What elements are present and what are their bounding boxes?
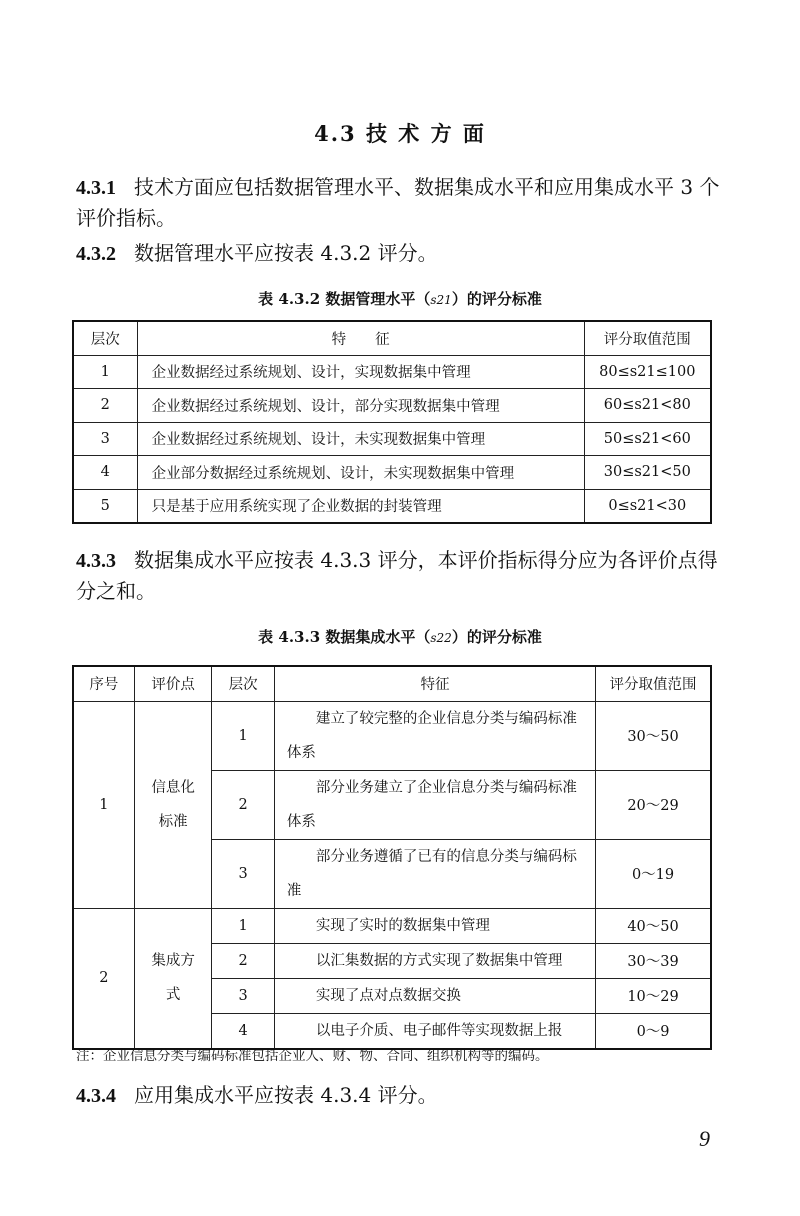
table-note: 注：企业信息分类与编码标准包括企业人、财、物、合同、组织机构等的编码。 xyxy=(76,1048,549,1064)
clause-4-3-3 xyxy=(76,545,726,606)
title-suffix: ）的评分标准 xyxy=(451,628,542,646)
clause-4-3-1 xyxy=(76,172,726,233)
table-4-3-2-title xyxy=(0,288,800,309)
title-variable: s21 xyxy=(430,293,452,307)
clause-4-3-4 xyxy=(76,1080,726,1111)
feature-cell: 企业部分数据经过系统规划、设计，未实现数据集中管理 xyxy=(137,456,584,490)
clause-number: 4.3.2 xyxy=(76,243,116,265)
feature-cell: 以电子介质、电子邮件等实现数据上报 xyxy=(274,1013,595,1049)
evaluation-point-cell: 信息化标准 xyxy=(134,701,212,908)
score-range-cell: 0～9 xyxy=(596,1013,711,1049)
feature-cell: 以汇集数据的方式实现了数据集中管理 xyxy=(274,943,595,978)
level-cell: 1 xyxy=(212,908,274,943)
header-row xyxy=(73,321,711,355)
feature-cell: 实现了实时的数据集中管理 xyxy=(274,908,595,943)
level-cell: 4 xyxy=(73,456,137,490)
title-variable: s22 xyxy=(430,631,452,645)
level-cell: 2 xyxy=(212,943,274,978)
clause-text: 数据集成水平应按表 4.3.3 评分，本评价指标得分应为各评价点得分之和。 xyxy=(76,548,718,603)
table-row xyxy=(73,908,711,943)
level-cell: 3 xyxy=(73,422,137,456)
clause-number: 4.3.4 xyxy=(76,1085,116,1107)
feature-cell: 企业数据经过系统规划、设计，部分实现数据集中管理 xyxy=(137,389,584,423)
table-row xyxy=(73,456,711,490)
evaluation-point-cell: 集成方式 xyxy=(134,908,212,1049)
feature-cell: 企业数据经过系统规划、设计，实现数据集中管理 xyxy=(137,355,584,389)
score-range-cell: 10～29 xyxy=(596,978,711,1013)
clause-number: 4.3.1 xyxy=(76,177,116,199)
column-header: 序号 xyxy=(73,666,134,701)
score-range-cell: 30～39 xyxy=(596,943,711,978)
clause-number: 4.3.3 xyxy=(76,550,116,572)
feature-cell: 部分业务建立了企业信息分类与编码标准体系 xyxy=(274,770,595,839)
score-range-cell: 60≤s21<80 xyxy=(584,389,711,423)
level-cell: 1 xyxy=(73,355,137,389)
column-header: 层次 xyxy=(73,321,137,355)
table-row xyxy=(73,489,711,523)
level-cell: 3 xyxy=(212,978,274,1013)
table-4-3-3 xyxy=(72,665,712,1050)
score-range-cell: 80≤s21≤100 xyxy=(584,355,711,389)
score-range-cell: 30≤s21<50 xyxy=(584,456,711,490)
score-range-cell: 20～29 xyxy=(596,770,711,839)
column-header: 特 征 xyxy=(137,321,584,355)
group-number-cell: 2 xyxy=(73,908,134,1049)
score-range-cell: 30～50 xyxy=(596,701,711,770)
table-4-3-2 xyxy=(72,320,712,524)
score-range-cell: 50≤s21<60 xyxy=(584,422,711,456)
score-range-cell: 40～50 xyxy=(596,908,711,943)
column-header: 评分取值范围 xyxy=(584,321,711,355)
title-suffix: ）的评分标准 xyxy=(451,290,542,308)
level-cell: 4 xyxy=(212,1013,274,1049)
feature-cell: 建立了较完整的企业信息分类与编码标准体系 xyxy=(274,701,595,770)
group-number-cell: 1 xyxy=(73,701,134,908)
level-cell: 5 xyxy=(73,489,137,523)
clause-text: 技术方面应包括数据管理水平、数据集成水平和应用集成水平 3 个评价指标。 xyxy=(76,175,720,230)
feature-cell: 企业数据经过系统规划、设计，未实现数据集中管理 xyxy=(137,422,584,456)
section-title: 4.3 技 术 方 面 xyxy=(314,121,486,146)
feature-cell: 实现了点对点数据交换 xyxy=(274,978,595,1013)
column-header: 评价点 xyxy=(134,666,212,701)
clause-4-3-2 xyxy=(76,238,726,269)
column-header: 评分取值范围 xyxy=(596,666,711,701)
score-range-cell: 0～19 xyxy=(596,839,711,908)
table-4-3-3-title xyxy=(0,626,800,647)
title-prefix: 表 4.3.2 数据管理水平（ xyxy=(258,290,431,308)
level-cell: 2 xyxy=(73,389,137,423)
feature-cell: 部分业务遵循了已有的信息分类与编码标准 xyxy=(274,839,595,908)
table-row xyxy=(73,389,711,423)
column-header: 特征 xyxy=(274,666,595,701)
title-prefix: 表 4.3.3 数据集成水平（ xyxy=(258,628,431,646)
clause-text: 数据管理水平应按表 4.3.2 评分。 xyxy=(134,241,438,265)
header-row xyxy=(73,666,711,701)
level-cell: 2 xyxy=(212,770,274,839)
score-range-cell: 0≤s21<30 xyxy=(584,489,711,523)
clause-text: 应用集成水平应按表 4.3.4 评分。 xyxy=(134,1083,438,1107)
table-row xyxy=(73,701,711,770)
column-header: 层次 xyxy=(212,666,274,701)
level-cell: 1 xyxy=(212,701,274,770)
feature-cell: 只是基于应用系统实现了企业数据的封装管理 xyxy=(137,489,584,523)
page-number: 9 xyxy=(699,1126,710,1151)
level-cell: 3 xyxy=(212,839,274,908)
table-row xyxy=(73,355,711,389)
table-row xyxy=(73,422,711,456)
